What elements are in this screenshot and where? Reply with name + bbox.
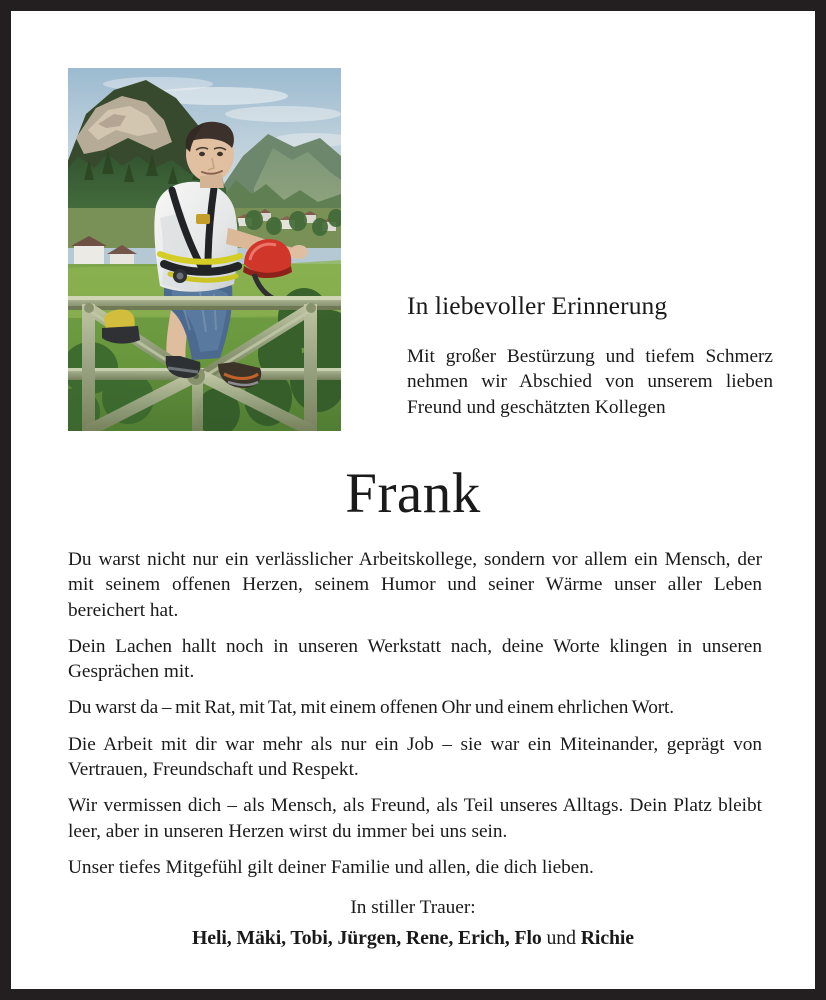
mourner-names-primary: Heli, Mäki, Tobi, Jürgen, Rene, Erich, Flo bbox=[191, 927, 542, 949]
intro-column bbox=[407, 68, 773, 431]
tribute-body bbox=[68, 547, 762, 880]
mourners-line bbox=[68, 925, 758, 951]
mourner-name-last: Richie bbox=[580, 927, 634, 949]
notice-inner-card bbox=[11, 11, 815, 989]
tribute-paragraph: Du warst nicht nur ein verlässlicher Arbeitskollege, sondern vor allem ein Mensch, der mit seinem offenen Herzen, seinem Humor und seiner Wärme unser aller Leben bereichert hat. bbox=[68, 549, 762, 621]
tribute-paragraph: Du warst da – mit Rat, mit Tat, mit einem offenen Ohr und einem ehrlichen Wort. bbox=[68, 697, 674, 719]
mourner-conjunction: und bbox=[541, 927, 581, 949]
top-block bbox=[68, 68, 773, 440]
portrait-photo-image bbox=[68, 68, 341, 431]
closing-block bbox=[68, 895, 758, 951]
portrait-photo bbox=[68, 68, 341, 431]
tribute-paragraph: Die Arbeit mit dir war mehr als nur ein Job – sie war ein Miteinander, geprägt von Vertrauen, Freundschaft und Respekt. bbox=[68, 733, 762, 781]
tribute-paragraph: Dein Lachen hallt noch in unseren Werkstatt nach, deine Worte klingen in unseren Gesprächen mit. bbox=[68, 635, 762, 683]
tribute-paragraph: Unser tiefes Mitgefühl gilt deiner Familie und allen, die dich lieben. bbox=[68, 856, 594, 878]
tribute-paragraph: Wir vermissen dich – als Mensch, als Freund, als Teil unseres Alltags. Dein Platz bleibt leer, aber in unseren Herzen wirst du immer bei uns sein. bbox=[68, 795, 762, 842]
deceased-name: Frank bbox=[345, 462, 481, 525]
memorial-heading: In liebevoller Erinnerung bbox=[407, 291, 668, 320]
intro-paragraph: Mit großer Bestürzung und tiefem Schmerz nehmen wir Abschied von unserem lieben Freund und geschätzten Kollegen bbox=[407, 346, 773, 418]
closing-label: In stiller Trauer: bbox=[350, 897, 476, 918]
